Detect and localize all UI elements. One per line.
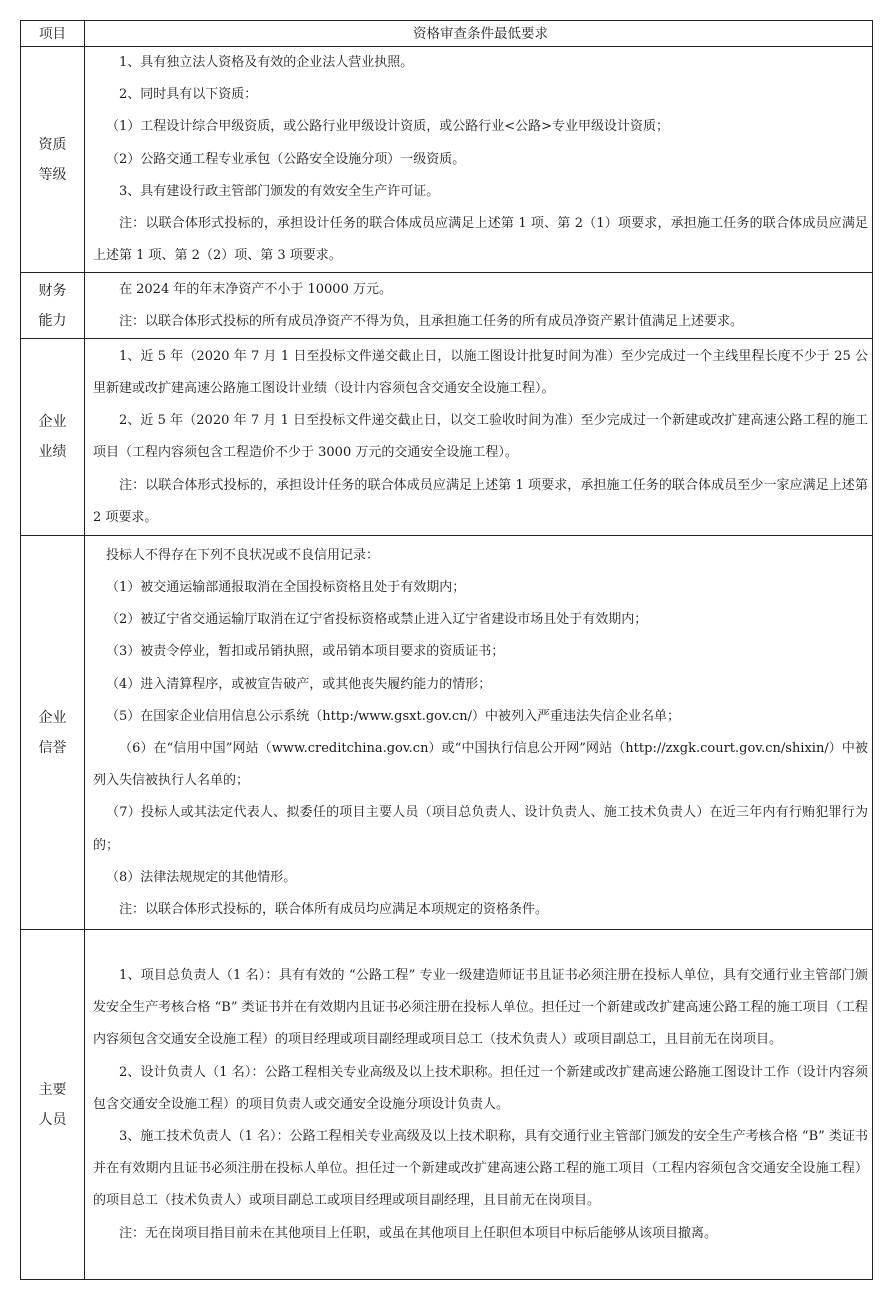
paragraph: （7）投标人或其法定代表人、拟委任的项目主要人员（项目总负责人、设计负责人、施工技术负责人）在近三年内有行贿犯罪行为的；	[93, 805, 868, 853]
paragraph: （6）在“信用中国”网站（www.creditchina.gov.cn）或“中国执行信息公开网”网站（http://zxgk.court.gov.cn/shixin/）中被列入失信被执行人名单的；	[93, 740, 868, 789]
paragraph: （1）工程设计综合甲级资质，或公路行业甲级设计资质，或公路行业<公路>专业甲级设计资质；	[106, 119, 670, 135]
paragraph: （1）被交通运输部通报取消在全国投标资格且处于有效期内；	[106, 579, 466, 595]
row-content-personnel	[85, 930, 873, 1280]
paragraph: 3、施工技术负责人（1 名）：公路工程相关专业高级及以上技术职称，具有交通行业主管部门颁发的安全生产考核合格 “B” 类证书并在有效期内且证书必须注册在投标人单位。担任过一个新建或改扩建高速公路工程的施工项目（工程内容须包含交通安全设施工程）的项目总工（技术负责人）或项目副总工或项目经理或项目副经理，且目前无在岗项目。	[93, 1129, 868, 1209]
table-row-performance	[21, 339, 873, 536]
paragraph: 在 2024 年的年末净资产不小于 10000 万元。	[119, 281, 392, 297]
paragraph: 1、具有独立法人资格及有效的企业法人营业执照。	[119, 55, 414, 70]
paragraph: 2、设计负责人（1 名）：公路工程相关专业高级及以上技术职称。担任过一个新建或改扩建高速公路施工图设计工作（设计内容须包含交通安全设施工程）的项目负责人或交通安全设施分项设计负责人。	[93, 1064, 868, 1112]
paragraph: （2）公路交通工程专业承包（公路安全设施分项）一级资质。	[106, 151, 466, 167]
header-requirements: 资格审查条件最低要求	[85, 21, 873, 47]
paragraph: （2）被辽宁省交通运输厅取消在辽宁省投标资格或禁止进入辽宁省建设市场且处于有效期内；	[106, 612, 648, 628]
paragraph: 1、项目总负责人（1 名）：具有有效的 “公路工程” 专业一级建造师证书且证书必须注册在投标人单位，具有交通行业主管部门颁发安全生产考核合格 “B” 类证书并在有效期内且证书必须注册在投标人单位。担任过一个新建或改扩建高速公路工程的施工项目（工程内容须包含交通安全设施工程）的项目经理或项目副经理或项目总工（技术负责人）或项目副总工，且目前无在岗项目。	[93, 968, 868, 1048]
header-item: 项目	[21, 21, 85, 47]
paragraph: 投标人不得存在下列不良状况或不良信用记录：	[106, 547, 380, 563]
paragraph: 注：以联合体形式投标的，承担设计任务的联合体成员应满足上述第 1 项要求，承担施工任务的联合体成员至少一家应满足上述第 2 项要求。	[93, 477, 868, 525]
row-label-performance: 企业 业绩	[21, 339, 85, 536]
paragraph: （4）进入清算程序，或被宣告破产，或其他丧失履约能力的情形；	[106, 676, 492, 692]
row-label-personnel: 主要 人员	[21, 930, 85, 1280]
paragraph: 2、近 5 年（2020 年 7 月 1 日至投标文件递交截止日，以交工验收时间为准）至少完成过一个新建或改扩建高速公路工程的施工项目（工程内容须包含工程造价不少于 3000 万元的交通安全设施工程）。	[93, 413, 868, 461]
row-label-finance: 财务 能力	[21, 273, 85, 339]
requirements-document	[20, 20, 872, 1280]
paragraph: 1、近 5 年（2020 年 7 月 1 日至投标文件递交截止日，以施工图设计批复时间为准）至少完成过一个主线里程长度不少于 25 公里新建或改扩建高速公路施工图设计业绩（设计内容须包含交通安全设施工程）。	[93, 348, 868, 397]
paragraph: 2、同时具有以下资质：	[119, 87, 258, 103]
row-label-qualification: 资质 等级	[21, 47, 85, 273]
paragraph: 注：以联合体形式投标的，联合体所有成员均应满足本项规定的资格条件。	[119, 901, 549, 917]
paragraph: 注：以联合体形式投标的所有成员净资产不得为负，且承担施工任务的所有成员净资产累计值满足上述要求。	[119, 313, 744, 329]
paragraph: （8）法律法规规定的其他情形。	[106, 869, 297, 885]
paragraph: （5）在国家企业信用信息公示系统（http:/www.gsxt.gov.cn/）中被列入严重违法失信企业名单；	[106, 708, 680, 724]
row-label-credit: 企业 信誉	[21, 536, 85, 930]
row-content-finance	[85, 273, 873, 339]
paragraph: 3、具有建设行政主管部门颁发的有效安全生产许可证。	[119, 183, 440, 199]
table-row-personnel	[21, 930, 873, 1280]
table-row-credit	[21, 536, 873, 930]
table-row-finance	[21, 273, 873, 339]
table-row-qualification	[21, 47, 873, 273]
paragraph: （3）被责令停业，暂扣或吊销执照，或吊销本项目要求的资质证书；	[106, 644, 505, 660]
row-content-credit	[85, 536, 873, 930]
row-content-performance	[85, 339, 873, 536]
table-header-row	[21, 21, 873, 47]
paragraph: 注：无在岗项目指目前未在其他项目上任职，或虽在其他项目上任职但本项目中标后能够从该项目撤离。	[119, 1225, 718, 1241]
row-content-qualification	[85, 47, 873, 273]
paragraph: 注：以联合体形式投标的，承担设计任务的联合体成员应满足上述第 1 项、第 2（1）项要求，承担施工任务的联合体成员应满足上述第 1 项、第 2（2）项、第 3 项要求。	[93, 216, 868, 264]
qualification-table	[20, 20, 873, 1280]
